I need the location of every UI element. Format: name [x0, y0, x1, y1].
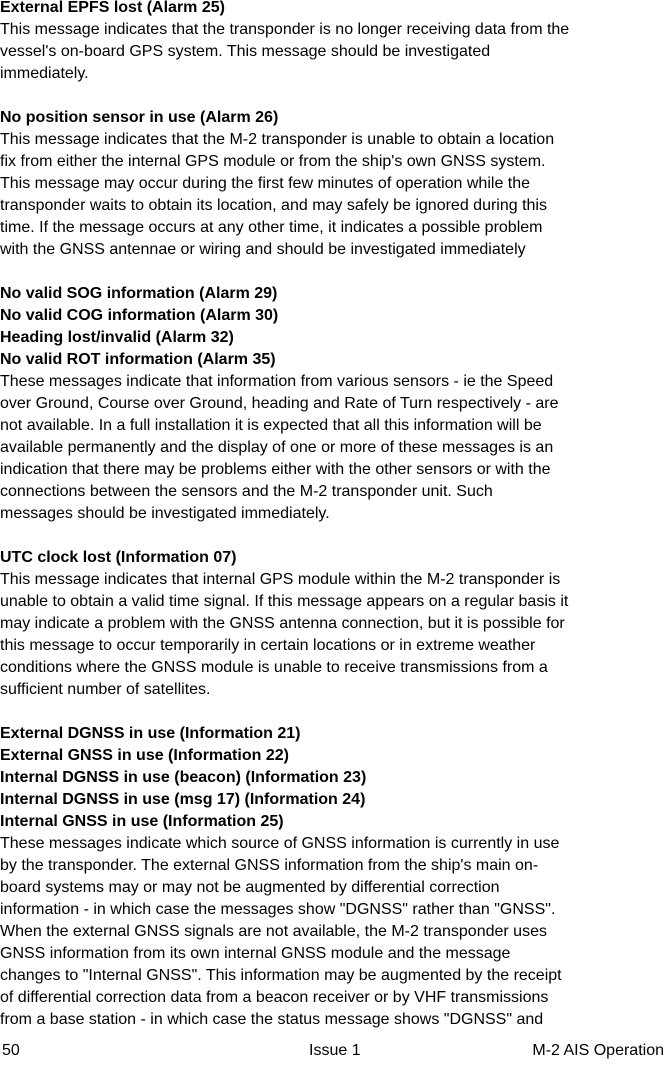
paragraph-line: This message indicates that the M-2 transponder is unable to obtain a location — [0, 131, 555, 148]
paragraph-line: conditions where the GNSS module is unable to receive transmissions from a — [0, 659, 548, 676]
paragraph-line: changes to "Internal GNSS". This information may be augmented by the receipt — [0, 967, 562, 984]
section-heading: External EPFS lost (Alarm 25) — [0, 0, 225, 16]
paragraph-line: time. If the message occurs at any other time, it indicates a possible problem — [0, 219, 543, 236]
page-footer — [0, 1040, 669, 1062]
paragraph-line: this message to occur temporarily in certain locations or in extreme weather — [0, 637, 536, 654]
paragraph-line: sufficient number of satellites. — [0, 681, 211, 698]
paragraph-line: information - in which case the messages show "DGNSS" rather than "GNSS". — [0, 901, 556, 918]
paragraph-line: with the GNSS antennae or wiring and should be investigated immediately — [0, 241, 526, 258]
section-utc-clock-lost — [0, 547, 669, 701]
paragraph-line: transponder waits to obtain its location, and may safely be ignored during this — [0, 197, 547, 214]
paragraph-line: indication that there may be problems either with the other sensors or with the — [0, 461, 551, 478]
section-heading: No valid COG information (Alarm 30) — [0, 307, 279, 324]
section-heading: External DGNSS in use (Information 21) — [0, 725, 301, 742]
paragraph-line: vessel's on-board GPS system. This message should be investigated — [0, 43, 491, 60]
section-heading: No position sensor in use (Alarm 26) — [0, 109, 279, 126]
paragraph-line: When the external GNSS signals are not available, the M-2 transponder uses — [0, 923, 547, 940]
section-external-epfs-lost — [0, 0, 669, 85]
paragraph-line: GNSS information from its own internal GNSS module and the message — [0, 945, 511, 962]
paragraph-line: immediately. — [0, 65, 89, 82]
paragraph-line: These messages indicate that information from various sensors - ie the Speed — [0, 373, 554, 390]
section-heading: No valid ROT information (Alarm 35) — [0, 351, 276, 368]
paragraph-line: may indicate a problem with the GNSS antenna connection, but it is possible for — [0, 615, 565, 632]
page-number: 50 — [2, 1042, 20, 1059]
paragraph-line: not available. In a full installation it is expected that all this information will be — [0, 417, 542, 434]
section-heading: Heading lost/invalid (Alarm 32) — [0, 329, 234, 346]
section-heading: UTC clock lost (Information 07) — [0, 549, 237, 566]
paragraph-line: unable to obtain a valid time signal. If this message appears on a regular basis it — [0, 593, 569, 610]
section-no-position-sensor — [0, 107, 669, 261]
paragraph-line: over Ground, Course over Ground, heading and Rate of Turn respectively - are — [0, 395, 559, 412]
paragraph-line: from a base station - in which case the status message shows "DGNSS" and — [0, 1011, 544, 1028]
paragraph-line: This message indicates that internal GPS module within the M-2 transponder is — [0, 571, 561, 588]
paragraph-line: fix from either the internal GPS module or from the ship's own GNSS system. — [0, 153, 546, 170]
paragraph-line: This message indicates that the transponder is no longer receiving data from the — [0, 21, 570, 38]
paragraph-line: available permanently and the display of one or more of these messages is an — [0, 439, 554, 456]
paragraph-line: of differential correction data from a beacon receiver or by VHF transmissions — [0, 989, 549, 1006]
section-heading: Internal DGNSS in use (msg 17) (Information 24) — [0, 791, 366, 808]
paragraph-line: by the transponder. The external GNSS information from the ship's main on- — [0, 857, 539, 874]
paragraph-line: These messages indicate which source of GNSS information is currently in use — [0, 835, 560, 852]
paragraph-line: connections between the sensors and the M-2 transponder unit. Such — [0, 483, 493, 500]
section-heading: No valid SOG information (Alarm 29) — [0, 285, 278, 302]
section-heading: Internal GNSS in use (Information 25) — [0, 813, 284, 830]
section-gnss-source — [0, 723, 669, 1031]
section-heading: Internal DGNSS in use (beacon) (Information 23) — [0, 769, 367, 786]
paragraph-line: messages should be investigated immediately. — [0, 505, 330, 522]
paragraph-line: board systems may or may not be augmented by differential correction — [0, 879, 500, 896]
section-heading: External GNSS in use (Information 22) — [0, 747, 289, 764]
issue-label: Issue 1 — [309, 1042, 361, 1059]
document-title: M-2 AIS Operation — [532, 1042, 664, 1059]
section-sensor-alarms — [0, 283, 669, 525]
paragraph-line: This message may occur during the first few minutes of operation while the — [0, 175, 531, 192]
